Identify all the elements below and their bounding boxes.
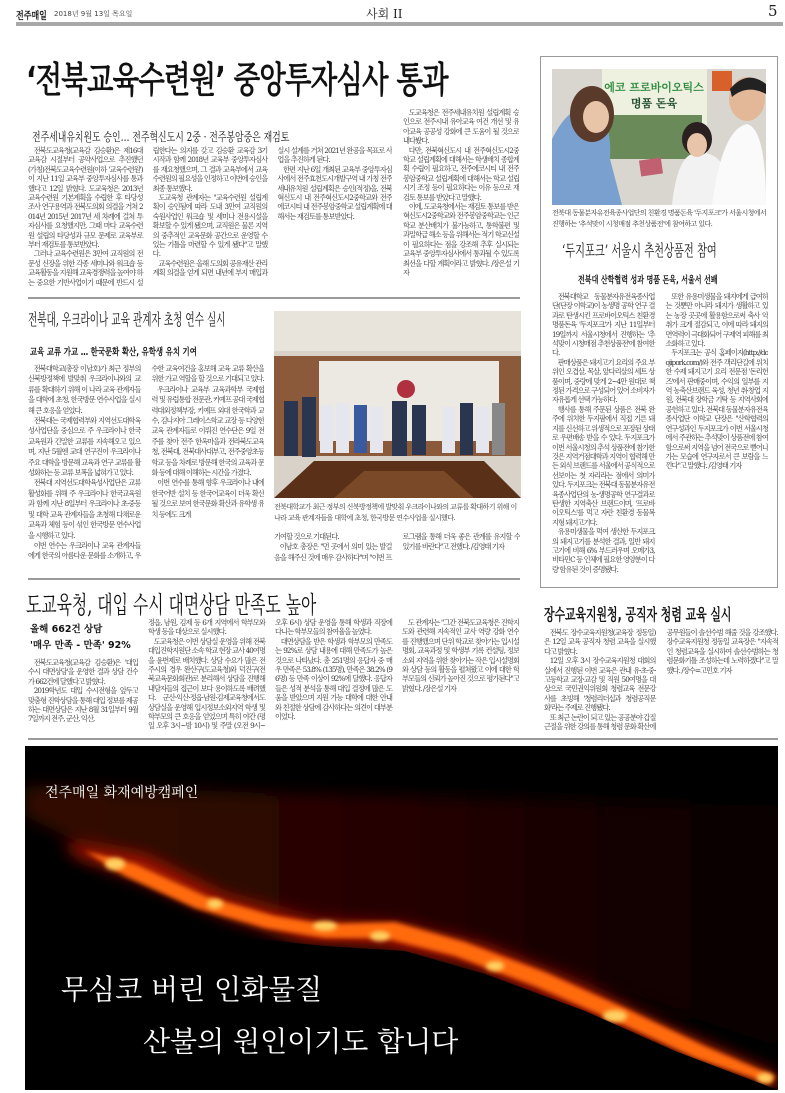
section-name: 사회 II xyxy=(366,7,403,21)
ukraine-delegation-photo xyxy=(274,311,521,498)
poster-subtitle: 명품 돈육 xyxy=(630,97,678,110)
paragraph: 전북대 지역선도대학육성사업단은 교류 활성화를 위해 주 우크라이나 한국교육원과 함께 지난 8일부터 우크라이나 초·중등 및 대학 교육 관계자들을 초청해 다채로운 교육과 체험 등이 섞인 한국방문 연수사업을 시행하고 있다. xyxy=(28,478,141,540)
paragraph: 전북대학교 동물분자유전육종사업단(단장 이학교)이 농생명 공학 연구 결과로 탄생시킨 프로바이오틱스 친환경 명품돈육 '두지포크'가 지난 11일부터 19일까지 서울시청에서 진행하는 '추석맞이 시청매점 추천상품전'에 참여한다. xyxy=(552,292,655,358)
article1-body xyxy=(28,146,392,294)
paragraph: 도 관계자는 "그간 전북도교육청은 진학지도와 관련해 지속적인 교사 역량 강화 연수를 진행했으며 단위 학교로 찾아가는 입시설명회, 교육과정 및 학생부 기록 컨설팅, 정보 소외 지역을 위한 찾아가는 작은 입시설명회와 상담 등의 활동을 펼쳐왔고 이에 대한 학부모들의 신뢰가 높아진 것으로 평가된다"고 밝혔다. /장은설 기자 xyxy=(402,618,519,693)
paragraph: 또 최근 논란이 되고 있는 공공분야 갑질 근절을 위한 강의를 통해 청렴 문화 확산에 공무원들이 솔선수범 해줄 것을 강조했다. 장수교육지원청 정동일 교육장은 "지속적인 청렴교육을 실시하여 솔선수범하는 청렴문화기틀 조성하는데 노력하겠다"고 말했다. /장수=고민호 기자 xyxy=(544,628,778,732)
doojipork-photo xyxy=(552,69,766,205)
campaign-title: 전주매일 화재예방캠페인 xyxy=(45,785,199,801)
article3-subtitle2: '매우 만족 - 만족' 92% xyxy=(30,640,131,651)
paragraph: 다만, 전북혁신도시 내 전주혁신도시2중학교 설립계획에 대해서는 학생배치 종합계획 수립이 필요하고, 전주에코시티 내 전주봉암중학교 설립계획에 대해서는 학교 설립 시기 조정 등이 필요하다는 이유 등으로 재검토 통보를 받았다고 말했다. xyxy=(403,145,519,202)
paragraph: 전북도 장수교육지원청(교육장 정동일)은 12일 교육 공직자 청렴 교육을 실시했다고 밝혔다. xyxy=(544,628,656,656)
paragraph: 이에, 도교육청에서는 재검토 통보를 받은 혁신도시2중학교와 전주봉암중학교는 인근학교 분산배치가 불가능하고, 통학불편 및 과밀학급 해소 등을 위해서는 적기 학교신설이 필요하다는 점을 강조해 추후 실시되는 교육부 중앙투자심사에서 통과될 수 있도록 최선을 다할 계획이라고 밝혔다. /장은설 기자 xyxy=(403,202,519,277)
paragraph: 2019학년도 대입 수시전형을 앞두고 맞춤형 진학상담을 통해 대입 정보를 제공하는 대면상담은 지난 8월 31일부터 9월 7일까지 전주, 군산, 익산, xyxy=(28,686,138,724)
campaign-line2: 산불의 원인이기도 합니다 xyxy=(143,1025,459,1058)
page-number: 5 xyxy=(768,2,778,20)
article1-body-col4 xyxy=(403,108,519,294)
article4-headline: ‘두지포크’ 서울시 추천상품전 참여 xyxy=(562,241,717,260)
article3-subtitle1: 올해 662건 상담 xyxy=(30,624,103,635)
paragraph: 대면상담을 받은 학생과 학부모의 만족도는 92%로 상담 내용에 대해 만족도가 높은 것으로 나타났다. 총 251명의 응답자 중 매우 만족은 53.8% (135명), 만족은 38.2% (96명) 등 만족 이상이 92%에 달했다. 응답자들은 성적 분석을 통해 대입 결정에 많은 도움을 받았으며 지원 가능 대학에 대한 안내와 친절한 상담에 감사하다는 의견이 대부분이었다. xyxy=(275,636,392,722)
paragraph: 행사를 통해 주문된 상품은 전북 완주에 위치한 두지팜에서 직접 기른 돼지를 신선하고 위생적으로 포장된 상태로 우편배송 받을 수 있다. 두지포크가 이번 서울시청의 추석 상품전에 참가한 것은 지역거점대학과 지역이 협력해 만든 외식 브랜드를 서울에서 공식적으로 선보이는 첫 자리라는 점에서 의미가 있다. 두지포크는 전북대 동물분자유전육종사업단의 농·생명공학 연구결과로 탄생한 지역축산 브랜드이며, '프로바이오틱스'를 먹고 자란 친환경 동물복지형 돼지고기다. xyxy=(552,404,655,527)
paragraph: 한편 지난 6일 개최된 교육부 중앙투자심사에서 전주효천도시개발구역 내 가칭 전주세내유치원 설립계획은 승인(적정)을, 전북혁신도시 내 전주혁신도시2중학교와 전주에코시티 내 전주봉암중학교 설립계획에 대해서는 재검토를 통보받았다. xyxy=(277,164,392,221)
paragraph: 이남호 총장은 "먼 곳에서 의미 있는 발걸음을 해주신 것에 매우 감사하다"며 "이번 프로그램을 통해 더욱 좋은 관계를 유지할 수 있기를 바란다"고 전했다. /김영태 기자 xyxy=(274,532,520,562)
paragraph: 판매상품은 돼지고기 요리의 주요 부위인 오겹살, 목살, 앞다리살의 세트 상품이며, 중량에 맞게 2~4만 원대로 책정된 가격으로 구성되어 있어 소비자가 자유롭게 선택 가능하다. xyxy=(552,357,655,405)
article1-headline: ‘전북교육수련원’ 중앙투자심사 통과 xyxy=(26,60,448,101)
paragraph: 이번 연수는 우크라이나 교육 관계자들에게 한국의 아름다운 문화를 소개하고, 우수한 교육여건을 홍보해 교육 교류 확산을 위한 가교 역할을 할 것으로 기대되고 있다. xyxy=(28,364,264,561)
issue-date: 2018년 9월 13일 목요일 xyxy=(54,10,133,18)
article5-headline: 장수교육지원청, 공직자 청렴 교육 실시 xyxy=(544,605,732,624)
divider xyxy=(28,578,520,580)
paragraph: 도교육청은 이번 상담실 운영을 위해 전북대입진학지원단 소속 학교 현장 교사 40여명을 윤번제로 배치했다. 상담 수요가 많은 전주시의 경우 완산구(도교육청)와 덕진구(전북교육문화회관)로 분리해서 상담을 진행해 내담자들의 접근이 보다 용이하도록 배려했다. 군산·익산·정읍·남원·김제교육청에서도 상담실을 운영해 입시정보소외지역 학생 및 학부모의 큰 호응을 얻었으며 특히 야간 (평일 오후 3시~밤 10시) 및 주말 (오전 9시~ 오후 6시) 상담 운영을 통해 학생과 직장에 다니는 학부모들의 참여율을 높였다. xyxy=(148,618,392,731)
paragraph: 두지포크는 공식 홈페이지(http://doojipork.com/)와 전주 객리단길에 위치한 수제 돼지고기 요리 전문점 '돈리헌즈'에서 판매중이며, 수익의 일부를 지역 농축산브랜드 육성, 청년 취·창업 지원, 전북대 장학금 기탁 등 지역사회에 공헌하고 있다. 전북대 동물분자유전육종사업단 이학교 단장은 "산학협력의 연구성과인 두지포크가 이번 서울시청에서 주관하는 추석맞이 상품전에 참여함으로써 지역을 넘어 전국으로 뻗어나가는 모습에 연구자로서 큰 보람을 느낀다"고 말했다. /김영태 기자 xyxy=(665,348,768,471)
article2-photo-caption: 전북대학교가 최근 정부의 신북방정책에 발맞춰 우크라이나와의 교류를 확대하기 위해 이 나라 교육 관계자들을 대학에 초청, 한국방문 연수사업을 실시했다. xyxy=(274,503,517,522)
paragraph: 전북대학교(총장 이남호)가 최근 정부의 신북방정책에 발맞춰 우크라이나와의 교류를 확대하기 위해 이 나라 교육 관계자들을 대학에 초청, 한국방문 연수사업을 실시해 큰 호응을 얻었다. xyxy=(28,364,141,415)
article3-body-left xyxy=(28,658,138,734)
paragraph: 기여할 것으로 기대된다. xyxy=(274,532,339,541)
campaign-line1: 무심코 버린 인화물질 xyxy=(61,973,323,1006)
divider xyxy=(28,738,778,740)
header-rule xyxy=(16,22,783,26)
paragraph: 우크라이나 교육부 교육과학부 국제협력 및 유럽통합 전문관, 키예프 공대 국제협력대외정책부장, 키예프 외대 한국학과 교수, 김나지아 그레이스학교 교장 등 다양한 교육 관계자들로 이뤄진 연수단은 9일 전주를 찾아 전주 한옥마을과 전라북도교육청, 전북대, 전북대사대부고, 전주중앙초등학교 등을 차례로 방문해 한국의 교육과 문화 등에 대해 이해하는 시간을 가졌다. xyxy=(151,384,264,478)
paragraph: 그러나 교육수련원은 3만여 교직원의 전문성 신장을 위한 각종 세미나와 워크숍 등 교육활동을 지원해 교육경쟁력을 높여야 하는 중요한 기반사업이기 때문에 반드시 설립한다는 의지를 갖고 김승환 교육감 3기 시작과 함께 2018년 교육부 중앙투자심사를 재요청했으며, 그 결과 교육부에서 교육수련원의 필요성을 인정하고 이번에 승인을 최종 통보했다. xyxy=(28,146,268,287)
article2-body-continued xyxy=(274,532,520,574)
paragraph: 도교육청 관계자는 "교육수련원 설립계획이 승인됨에 따라 도내 3만여 교직원의 숙원사업인 워크숍 및 세미나 전용시설을 확보할 수 있게 됐으며, 교직원은 물론 지역의 중추적인 교육문화 공간으로 운영할 수 있는 기틀을 마련할 수 있게 됐다"고 말했다. xyxy=(152,193,268,259)
poster-title: 에코 프로바이오틱스 xyxy=(604,81,704,94)
paragraph: 또한 유용미생물을 돼지에게 급여하는 것뿐만 아니라 돼지가 생활하고 있는 농장 곳곳에 활용함으로써 축사 악취가 크게 절감되고, 이에 따라 돼지의 면역력이 극대화되어 구제역 피해를 최소화하고 있다. xyxy=(665,292,768,349)
article3-headline: 도교육청, 대입 수시 대면상담 만족도 높아 xyxy=(26,591,317,619)
article1-subtitle: 전주세내유치원도 승인… 전주혁신도시 2중 · 전주봉암중은 재검토 xyxy=(32,130,290,144)
article2-subtitle: 교육 교류 가교 … 한국문화 확산, 유학생 유치 기여 xyxy=(30,347,197,358)
divider xyxy=(28,297,520,299)
article4-photo-caption: 전북대 동물분자유전육종사업단의 친환경 명품돈육 '두지포크'가 서울시청에서 진행하는 '추석맞이 시청매점 추천상품전'에 참여하고 있다. xyxy=(552,209,767,228)
paragraph: 이번 연수를 통해 향후 우크라이나 내에 한국어반 설치 등 한국어교육이 더욱 확산될 것으로 보여 한국문화 확산과 유학생 유치 등에도 크게 xyxy=(151,478,264,519)
paragraph: 유용미생물을 먹여 생산한 두지포크의 돼지고기를 분석한 결과, 일반 돼지고기에 비해 6% 부드러우며 오메가3, 비타민C 등 인체에 필요한 영양분이 다량 함유된 것이 증명됐다. xyxy=(552,527,655,574)
fire-prevention-campaign xyxy=(25,746,778,1090)
paragraph: 12일 오후 3시 장수교육지원청 대회의실에서 진행된 이번 교육은 관내 유·초·중·고등학교 교장·교감 및 직원 50여명을 대상으로 국민권익위원회 청렴교육 전문강사를 초빙해 '청렴리더십과 청렴공직문화'라는 주제로 진행됐다. xyxy=(544,656,656,713)
paragraph: 전북대는 국제협력부와 지역선도대학육성사업단을 중심으로 주 우크라이나 한국교육원과 긴밀한 교류를 지속해오고 있으며, 지난 5월엔 교대 연구진이 우크라이나 주요 대학을 방문해 교육과 연구 교류를 활성화하는 등 교류 보폭을 넓혀가고 있다. xyxy=(28,416,141,478)
article3-body-right xyxy=(148,618,519,734)
paragraph: 정읍, 남원, 김제 등 6개 지역에서 학부모와 학생 등을 대상으로 실시했다. xyxy=(148,618,265,637)
article5-body xyxy=(544,628,778,734)
paragraph: 전북도교육청(교육감 김승환)은 제16대 교육감 시절부터 공약사업으로 추진했던 (가칭)전북도교육수련원(이하 '교육수련원')이 지난 11일 교육부 중앙투자심사를 통과했다고 12일 밝혔다. 도교육청은 2013년 교육수련원 기본계획을 수립한 후 타당성 조사 연구용역과 전북도의회 의결을 거쳐 2014년 2015년 2017년 세 차례에 걸쳐 투자심사를 요청했지만, 그때 마다 교육수련원 설립의 타당성과 규모 문제로 교육부로부터 재검토를 통보받았다. xyxy=(28,146,143,250)
article4-body xyxy=(552,292,768,584)
article4-subtitle: 전북대 산학협력 성과 명품 돈육, 서울서 선봬 xyxy=(578,275,718,286)
article2-headline: 전북대, 우크라이나 교육 관계자 초청 연수 실시 xyxy=(28,310,226,329)
article2-body xyxy=(28,364,264,574)
masthead: 전주매일 xyxy=(16,11,47,22)
paragraph: 전북도교육청(교육감 김승환)은 '대입 수시 대면상담'을 운영한 결과 상담 건수가 662건에 달했다고 밝혔다. xyxy=(28,658,138,686)
paragraph: 도교육청은 전주세내유치원 설립계획 승인으로 전주시내 유아교육 여건 개선 및 유아교육 공공성 강화에 큰 도움이 될 것으로 내다봤다. xyxy=(403,108,519,146)
paragraph: 교육수련원은 올해 도의회 공유재산 관리계획 의결을 얻게 되면 내년에 부지 매입과 실시 설계를 거쳐 2021년 완공을 목표로 사업을 추진하게 된다. xyxy=(152,146,392,278)
